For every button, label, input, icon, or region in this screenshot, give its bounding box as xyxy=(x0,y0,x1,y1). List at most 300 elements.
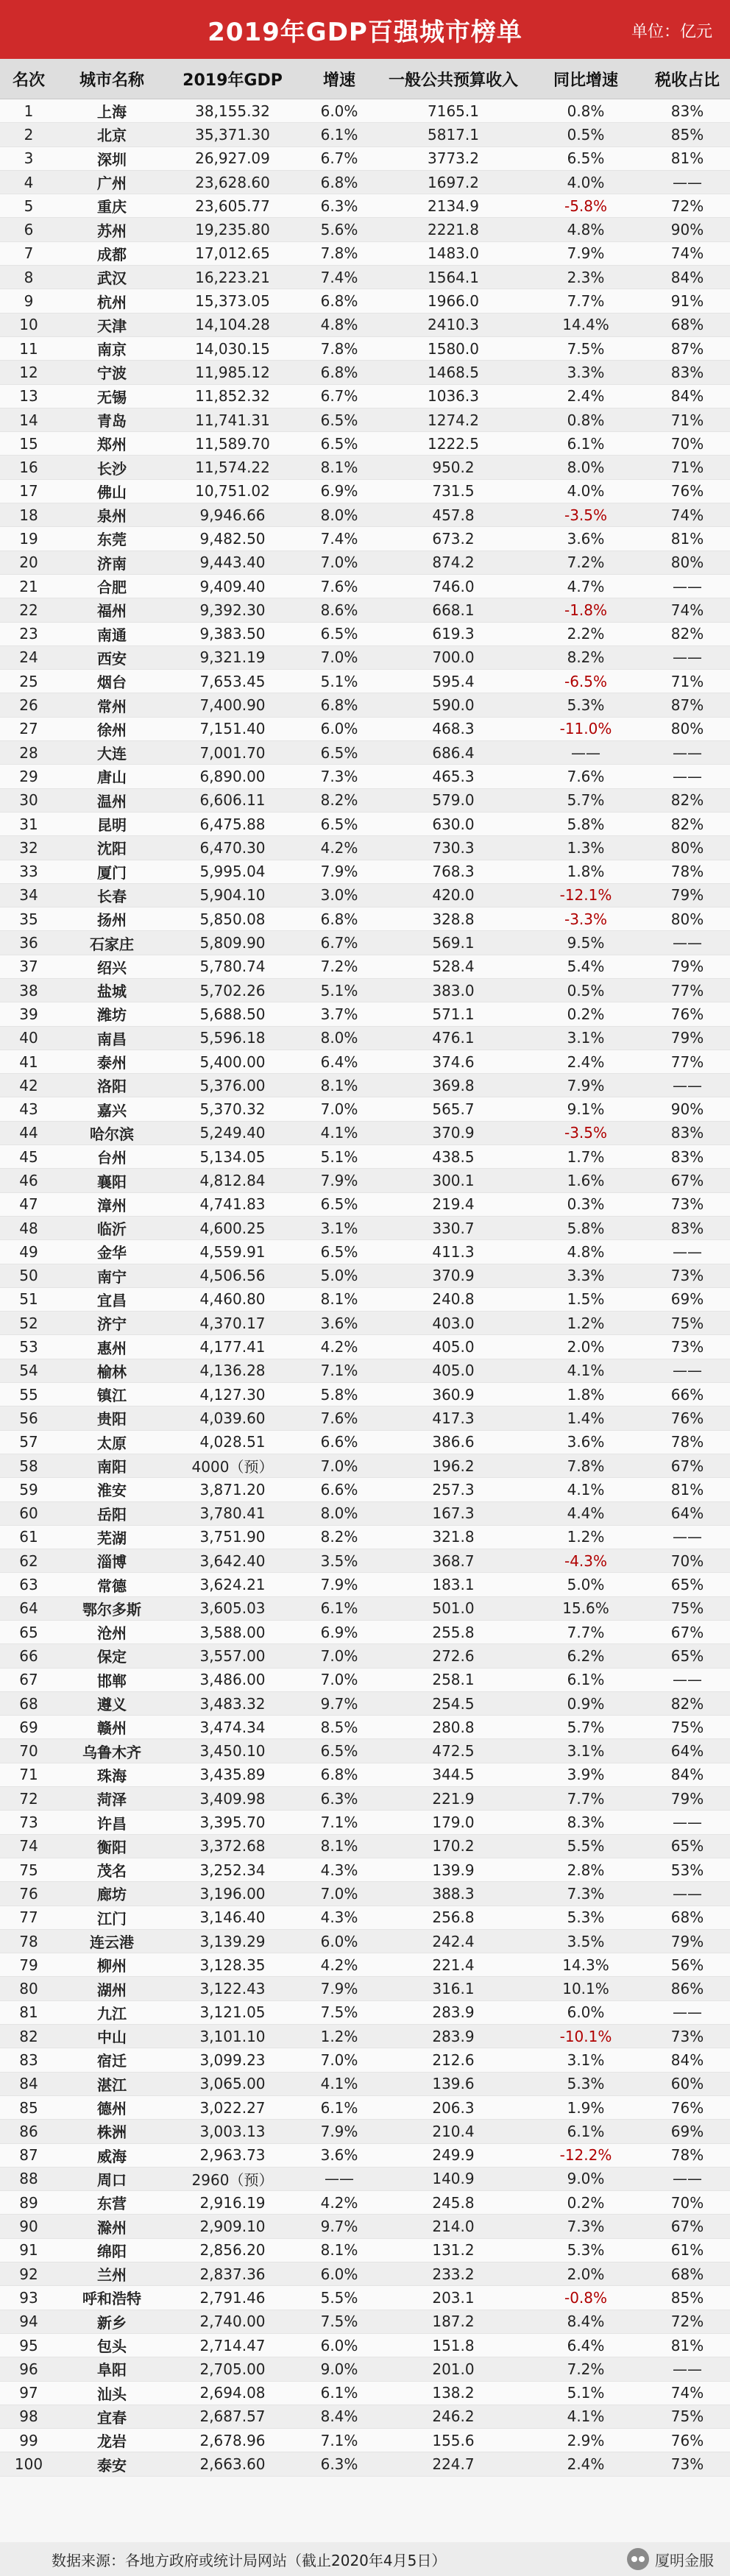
cell-growth: 6.5% xyxy=(299,812,380,835)
cell-city: 郑州 xyxy=(57,432,166,456)
table-row xyxy=(0,1621,730,1644)
cell-gdp: 3,196.00 xyxy=(166,1882,299,1906)
table-row xyxy=(0,1929,730,1953)
cell-revenue-growth: 7.2% xyxy=(527,551,645,574)
cell-growth: 5.0% xyxy=(299,1264,380,1287)
table-row xyxy=(0,1787,730,1811)
cell-rank: 95 xyxy=(0,2333,57,2357)
cell-tax-share: 56% xyxy=(645,1953,730,1977)
cell-revenue: 196.2 xyxy=(380,1454,527,1477)
header-row xyxy=(0,59,730,99)
cell-city: 廊坊 xyxy=(57,1882,166,1906)
cell-rank: 29 xyxy=(0,765,57,788)
cell-revenue-growth: 2.4% xyxy=(527,2452,645,2476)
cell-rank: 65 xyxy=(0,1621,57,1644)
cell-growth: 6.5% xyxy=(299,1192,380,1216)
cell-growth: 6.0% xyxy=(299,717,380,740)
cell-rank: 87 xyxy=(0,2143,57,2167)
cell-revenue: 595.4 xyxy=(380,670,527,693)
table-row xyxy=(0,788,730,812)
cell-growth: 9.0% xyxy=(299,2357,380,2381)
cell-growth: 6.5% xyxy=(299,1240,380,1264)
table-body xyxy=(0,99,730,2477)
cell-city: 烟台 xyxy=(57,670,166,693)
cell-tax-share: 67% xyxy=(645,2215,730,2238)
cell-city: 昆明 xyxy=(57,812,166,835)
table-row xyxy=(0,551,730,574)
cell-revenue-growth: 0.5% xyxy=(527,123,645,146)
cell-tax-share: 83% xyxy=(645,99,730,123)
cell-growth: 8.0% xyxy=(299,1501,380,1525)
cell-gdp: 2960（预） xyxy=(166,2167,299,2190)
table-row xyxy=(0,717,730,740)
cell-gdp: 3,099.23 xyxy=(166,2048,299,2072)
cell-growth: 7.9% xyxy=(299,1573,380,1596)
cell-tax-share: 73% xyxy=(645,1264,730,1287)
table-row xyxy=(0,99,730,123)
cell-growth: 7.0% xyxy=(299,1668,380,1691)
cell-tax-share: 82% xyxy=(645,622,730,645)
cell-rank: 8 xyxy=(0,266,57,289)
cell-rank: 12 xyxy=(0,361,57,384)
cell-revenue-growth: 3.3% xyxy=(527,1264,645,1287)
cell-rank: 69 xyxy=(0,1716,57,1739)
cell-tax-share: 81% xyxy=(645,146,730,170)
cell-rank: 5 xyxy=(0,194,57,218)
table-row xyxy=(0,1716,730,1739)
table-row xyxy=(0,194,730,218)
table-row xyxy=(0,2310,730,2333)
cell-growth: 4.3% xyxy=(299,1858,380,1881)
cell-city: 茂名 xyxy=(57,1858,166,1881)
cell-revenue-growth: 5.8% xyxy=(527,1216,645,1239)
cell-rank: 89 xyxy=(0,2191,57,2215)
cell-tax-share: 79% xyxy=(645,1929,730,1953)
cell-revenue-growth: -4.3% xyxy=(527,1549,645,1573)
cell-tax-share: 87% xyxy=(645,693,730,717)
cell-tax-share: —— xyxy=(645,931,730,955)
cell-growth: 8.5% xyxy=(299,1716,380,1739)
cell-gdp: 5,688.50 xyxy=(166,1002,299,1026)
table-row xyxy=(0,670,730,693)
cell-revenue-growth: 6.4% xyxy=(527,2333,645,2357)
cell-revenue: 768.3 xyxy=(380,860,527,883)
table-row xyxy=(0,2357,730,2381)
cell-gdp: 14,030.15 xyxy=(166,336,299,360)
cell-revenue-growth: -11.0% xyxy=(527,717,645,740)
cell-city: 合肥 xyxy=(57,574,166,598)
cell-gdp: 4,460.80 xyxy=(166,1287,299,1311)
table-row xyxy=(0,1240,730,1264)
table-row xyxy=(0,1002,730,1026)
cell-gdp: 3,139.29 xyxy=(166,1929,299,1953)
cell-gdp: 11,574.22 xyxy=(166,456,299,479)
cell-revenue-growth: 8.0% xyxy=(527,456,645,479)
cell-rank: 62 xyxy=(0,1549,57,1573)
table-row xyxy=(0,1264,730,1287)
table-row xyxy=(0,241,730,265)
cell-rank: 52 xyxy=(0,1312,57,1335)
cell-revenue: 374.6 xyxy=(380,1050,527,1073)
cell-tax-share: 75% xyxy=(645,1716,730,1739)
cell-city: 金华 xyxy=(57,1240,166,1264)
cell-tax-share: 82% xyxy=(645,1691,730,1715)
cell-revenue: 731.5 xyxy=(380,479,527,503)
cell-gdp: 3,588.00 xyxy=(166,1621,299,1644)
cell-growth: 7.5% xyxy=(299,2310,380,2333)
cell-revenue-growth: 7.9% xyxy=(527,1074,645,1097)
cell-revenue-growth: 9.5% xyxy=(527,931,645,955)
cell-city: 鄂尔多斯 xyxy=(57,1596,166,1620)
cell-revenue: 3773.2 xyxy=(380,146,527,170)
cell-gdp: 3,605.03 xyxy=(166,1596,299,1620)
cell-tax-share: 61% xyxy=(645,2238,730,2262)
cell-revenue: 1580.0 xyxy=(380,336,527,360)
cell-city: 温州 xyxy=(57,788,166,812)
cell-gdp: 38,155.32 xyxy=(166,99,299,123)
cell-rank: 35 xyxy=(0,907,57,931)
cell-tax-share: 73% xyxy=(645,1192,730,1216)
cell-gdp: 5,596.18 xyxy=(166,1026,299,1050)
cell-gdp: 2,909.10 xyxy=(166,2215,299,2238)
cell-revenue-growth: -5.8% xyxy=(527,194,645,218)
cell-city: 遵义 xyxy=(57,1691,166,1715)
cell-growth: 5.5% xyxy=(299,2286,380,2310)
cell-tax-share: 84% xyxy=(645,266,730,289)
cell-gdp: 2,916.19 xyxy=(166,2191,299,2215)
cell-rank: 16 xyxy=(0,456,57,479)
cell-growth: 4.8% xyxy=(299,313,380,336)
cell-city: 武汉 xyxy=(57,266,166,289)
cell-gdp: 11,589.70 xyxy=(166,432,299,456)
cell-city: 珠海 xyxy=(57,1763,166,1786)
cell-revenue-growth: 7.7% xyxy=(527,289,645,313)
cell-growth: 6.0% xyxy=(299,2262,380,2286)
cell-revenue: 730.3 xyxy=(380,836,527,860)
cell-gdp: 3,409.98 xyxy=(166,1787,299,1811)
cell-city: 南阳 xyxy=(57,1454,166,1477)
cell-city: 威海 xyxy=(57,2143,166,2167)
cell-tax-share: 65% xyxy=(645,1834,730,1858)
cell-revenue: 700.0 xyxy=(380,645,527,669)
cell-revenue-growth: 0.8% xyxy=(527,408,645,431)
cell-tax-share: —— xyxy=(645,1882,730,1906)
cell-gdp: 35,371.30 xyxy=(166,123,299,146)
table-row xyxy=(0,218,730,241)
brand-name: 厦明金服 xyxy=(655,2551,714,2569)
cell-gdp: 11,852.32 xyxy=(166,384,299,408)
cell-growth: 4.2% xyxy=(299,1953,380,1977)
cell-growth: 6.7% xyxy=(299,146,380,170)
cell-revenue-growth: 1.4% xyxy=(527,1406,645,1430)
cell-growth: 6.8% xyxy=(299,693,380,717)
cell-rank: 77 xyxy=(0,1906,57,1929)
table-row xyxy=(0,1430,730,1454)
table-row xyxy=(0,146,730,170)
cell-city: 南昌 xyxy=(57,1026,166,1050)
table-row xyxy=(0,408,730,431)
cell-revenue: 386.6 xyxy=(380,1430,527,1454)
cell-gdp: 3,122.43 xyxy=(166,1977,299,2000)
cell-city: 宿迁 xyxy=(57,2048,166,2072)
cell-city: 江门 xyxy=(57,1906,166,1929)
cell-gdp: 3,435.89 xyxy=(166,1763,299,1786)
cell-gdp: 3,557.00 xyxy=(166,1644,299,1668)
cell-gdp: 9,383.50 xyxy=(166,622,299,645)
cell-gdp: 2,740.00 xyxy=(166,2310,299,2333)
cell-revenue-growth: 1.8% xyxy=(527,1383,645,1406)
footer xyxy=(0,2542,730,2576)
cell-revenue: 131.2 xyxy=(380,2238,527,2262)
cell-city: 镇江 xyxy=(57,1383,166,1406)
cell-city: 北京 xyxy=(57,123,166,146)
cell-gdp: 4,028.51 xyxy=(166,1430,299,1454)
table-row xyxy=(0,479,730,503)
cell-gdp: 2,963.73 xyxy=(166,2143,299,2167)
cell-tax-share: 80% xyxy=(645,551,730,574)
cell-tax-share: —— xyxy=(645,1240,730,1264)
cell-rank: 4 xyxy=(0,170,57,194)
cell-rank: 60 xyxy=(0,1501,57,1525)
cell-city: 成都 xyxy=(57,241,166,265)
cell-tax-share: —— xyxy=(645,1359,730,1382)
cell-gdp: 23,605.77 xyxy=(166,194,299,218)
cell-rank: 72 xyxy=(0,1787,57,1811)
cell-rank: 56 xyxy=(0,1406,57,1430)
cell-rank: 81 xyxy=(0,2000,57,2024)
cell-rank: 27 xyxy=(0,717,57,740)
cell-revenue-growth: 7.7% xyxy=(527,1621,645,1644)
cell-gdp: 2,837.36 xyxy=(166,2262,299,2286)
cell-tax-share: 76% xyxy=(645,1002,730,1026)
cell-tax-share: 83% xyxy=(645,1121,730,1144)
table-row xyxy=(0,503,730,527)
cell-growth: 6.0% xyxy=(299,1929,380,1953)
cell-gdp: 9,482.50 xyxy=(166,527,299,551)
cell-revenue-growth: 7.9% xyxy=(527,241,645,265)
cell-rank: 85 xyxy=(0,2095,57,2119)
cell-growth: 6.5% xyxy=(299,622,380,645)
cell-city: 邯郸 xyxy=(57,1668,166,1691)
cell-growth: 3.0% xyxy=(299,883,380,907)
cell-growth: 8.0% xyxy=(299,503,380,527)
cell-growth: 6.3% xyxy=(299,194,380,218)
cell-revenue: 330.7 xyxy=(380,1216,527,1239)
table-row xyxy=(0,2262,730,2286)
cell-rank: 11 xyxy=(0,336,57,360)
cell-tax-share: 67% xyxy=(645,1621,730,1644)
cell-tax-share: 74% xyxy=(645,2381,730,2405)
cell-rank: 97 xyxy=(0,2381,57,2405)
cell-growth: 7.4% xyxy=(299,527,380,551)
table-row xyxy=(0,1691,730,1715)
cell-tax-share: 76% xyxy=(645,1406,730,1430)
cell-growth: 6.5% xyxy=(299,741,380,765)
cell-revenue-growth: -3.3% xyxy=(527,907,645,931)
cell-rank: 48 xyxy=(0,1216,57,1239)
table-row xyxy=(0,336,730,360)
cell-gdp: 9,946.66 xyxy=(166,503,299,527)
table-row xyxy=(0,955,730,978)
cell-gdp: 3,065.00 xyxy=(166,2072,299,2095)
cell-gdp: 4,370.17 xyxy=(166,1312,299,1335)
cell-city: 济宁 xyxy=(57,1312,166,1335)
cell-revenue: 283.9 xyxy=(380,2025,527,2048)
cell-revenue: 438.5 xyxy=(380,1145,527,1169)
cell-rank: 38 xyxy=(0,978,57,1002)
cell-rank: 3 xyxy=(0,146,57,170)
cell-city: 青岛 xyxy=(57,408,166,431)
cell-tax-share: 64% xyxy=(645,1739,730,1763)
cell-city: 贵阳 xyxy=(57,1406,166,1430)
cell-revenue: 242.4 xyxy=(380,1929,527,1953)
cell-revenue: 214.0 xyxy=(380,2215,527,2238)
cell-revenue: 383.0 xyxy=(380,978,527,1002)
cell-rank: 96 xyxy=(0,2357,57,2381)
table-row xyxy=(0,266,730,289)
cell-rank: 24 xyxy=(0,645,57,669)
cell-revenue-growth: -10.1% xyxy=(527,2025,645,2048)
cell-revenue-growth: 6.1% xyxy=(527,1668,645,1691)
cell-gdp: 4000（预） xyxy=(166,1454,299,1477)
cell-tax-share: 76% xyxy=(645,2095,730,2119)
cell-growth: 4.1% xyxy=(299,1121,380,1144)
cell-growth: 5.8% xyxy=(299,1383,380,1406)
cell-growth: 6.7% xyxy=(299,384,380,408)
table-row xyxy=(0,1121,730,1144)
cell-gdp: 3,003.13 xyxy=(166,2120,299,2143)
cell-revenue: 420.0 xyxy=(380,883,527,907)
cell-growth: 7.8% xyxy=(299,241,380,265)
cell-tax-share: —— xyxy=(645,1525,730,1549)
cell-growth: 7.6% xyxy=(299,574,380,598)
cell-city: 常州 xyxy=(57,693,166,717)
cell-rank: 53 xyxy=(0,1335,57,1359)
cell-tax-share: 81% xyxy=(645,1478,730,1501)
cell-rank: 73 xyxy=(0,1811,57,1834)
table-row xyxy=(0,978,730,1002)
page-title: 2019年GDP百强城市榜单 xyxy=(208,17,522,47)
cell-rank: 22 xyxy=(0,598,57,622)
cell-revenue: 179.0 xyxy=(380,1811,527,1834)
cell-revenue-growth: 9.1% xyxy=(527,1097,645,1121)
cell-revenue-growth: 3.5% xyxy=(527,1929,645,1953)
cell-revenue: 187.2 xyxy=(380,2310,527,2333)
cell-revenue: 256.8 xyxy=(380,1906,527,1929)
cell-revenue-growth: 3.1% xyxy=(527,1739,645,1763)
cell-revenue: 140.9 xyxy=(380,2167,527,2190)
cell-revenue-growth: 0.8% xyxy=(527,99,645,123)
cell-rank: 30 xyxy=(0,788,57,812)
cell-city: 南通 xyxy=(57,622,166,645)
cell-rank: 7 xyxy=(0,241,57,265)
cell-revenue: 183.1 xyxy=(380,1573,527,1596)
cell-city: 新乡 xyxy=(57,2310,166,2333)
cell-growth: 4.2% xyxy=(299,836,380,860)
cell-city: 大连 xyxy=(57,741,166,765)
table-row xyxy=(0,598,730,622)
cell-gdp: 2,678.96 xyxy=(166,2429,299,2452)
cell-revenue: 874.2 xyxy=(380,551,527,574)
cell-growth: 6.1% xyxy=(299,1596,380,1620)
cell-tax-share: 64% xyxy=(645,1501,730,1525)
cell-revenue-growth: 15.6% xyxy=(527,1596,645,1620)
cell-city: 石家庄 xyxy=(57,931,166,955)
cell-rank: 86 xyxy=(0,2120,57,2143)
column-header-tax-share: 税收占比 xyxy=(645,59,730,99)
cell-city: 中山 xyxy=(57,2025,166,2048)
cell-revenue: 219.4 xyxy=(380,1192,527,1216)
cell-growth: 6.1% xyxy=(299,2095,380,2119)
cell-revenue-growth: 7.8% xyxy=(527,1454,645,1477)
table-row xyxy=(0,1050,730,1073)
cell-gdp: 5,809.90 xyxy=(166,931,299,955)
cell-revenue: 210.4 xyxy=(380,2120,527,2143)
cell-tax-share: 68% xyxy=(645,313,730,336)
cell-revenue-growth: 5.7% xyxy=(527,1716,645,1739)
cell-city: 沈阳 xyxy=(57,836,166,860)
cell-rank: 68 xyxy=(0,1691,57,1715)
cell-tax-share: 73% xyxy=(645,1335,730,1359)
cell-rank: 50 xyxy=(0,1264,57,1287)
cell-growth: 6.0% xyxy=(299,2333,380,2357)
cell-growth: 3.5% xyxy=(299,1549,380,1573)
cell-city: 潍坊 xyxy=(57,1002,166,1026)
cell-growth: 7.9% xyxy=(299,1977,380,2000)
cell-tax-share: 66% xyxy=(645,1383,730,1406)
cell-revenue-growth: 5.4% xyxy=(527,955,645,978)
cell-growth: 9.7% xyxy=(299,1691,380,1715)
cell-revenue: 300.1 xyxy=(380,1169,527,1192)
cell-revenue-growth: 2.3% xyxy=(527,266,645,289)
cell-city: 湖州 xyxy=(57,1977,166,2000)
cell-revenue: 1564.1 xyxy=(380,266,527,289)
cell-tax-share: 74% xyxy=(645,503,730,527)
cell-tax-share: 76% xyxy=(645,2429,730,2452)
cell-revenue-growth: 2.8% xyxy=(527,1858,645,1881)
cell-gdp: 3,751.90 xyxy=(166,1525,299,1549)
cell-city: 岳阳 xyxy=(57,1501,166,1525)
cell-gdp: 2,791.46 xyxy=(166,2286,299,2310)
cell-revenue: 686.4 xyxy=(380,741,527,765)
cell-tax-share: 78% xyxy=(645,860,730,883)
cell-tax-share: —— xyxy=(645,2000,730,2024)
table-row xyxy=(0,2429,730,2452)
cell-city: 阜阳 xyxy=(57,2357,166,2381)
cell-rank: 26 xyxy=(0,693,57,717)
cell-tax-share: 74% xyxy=(645,598,730,622)
cell-city: 淮安 xyxy=(57,1478,166,1501)
cell-revenue-growth: 5.8% xyxy=(527,812,645,835)
cell-revenue-growth: 0.3% xyxy=(527,1192,645,1216)
cell-revenue: 1274.2 xyxy=(380,408,527,431)
cell-revenue-growth: 4.0% xyxy=(527,170,645,194)
cell-revenue: 167.3 xyxy=(380,1501,527,1525)
table-row xyxy=(0,1026,730,1050)
cell-revenue-growth: 2.0% xyxy=(527,2262,645,2286)
cell-rank: 91 xyxy=(0,2238,57,2262)
cell-revenue: 405.0 xyxy=(380,1335,527,1359)
cell-revenue-growth: 3.9% xyxy=(527,1763,645,1786)
cell-growth: 6.1% xyxy=(299,123,380,146)
cell-rank: 46 xyxy=(0,1169,57,1192)
cell-growth: —— xyxy=(299,2167,380,2190)
brand-watermark xyxy=(627,2548,714,2570)
cell-revenue-growth: 2.4% xyxy=(527,384,645,408)
cell-rank: 64 xyxy=(0,1596,57,1620)
cell-growth: 8.2% xyxy=(299,788,380,812)
cell-growth: 5.1% xyxy=(299,1145,380,1169)
